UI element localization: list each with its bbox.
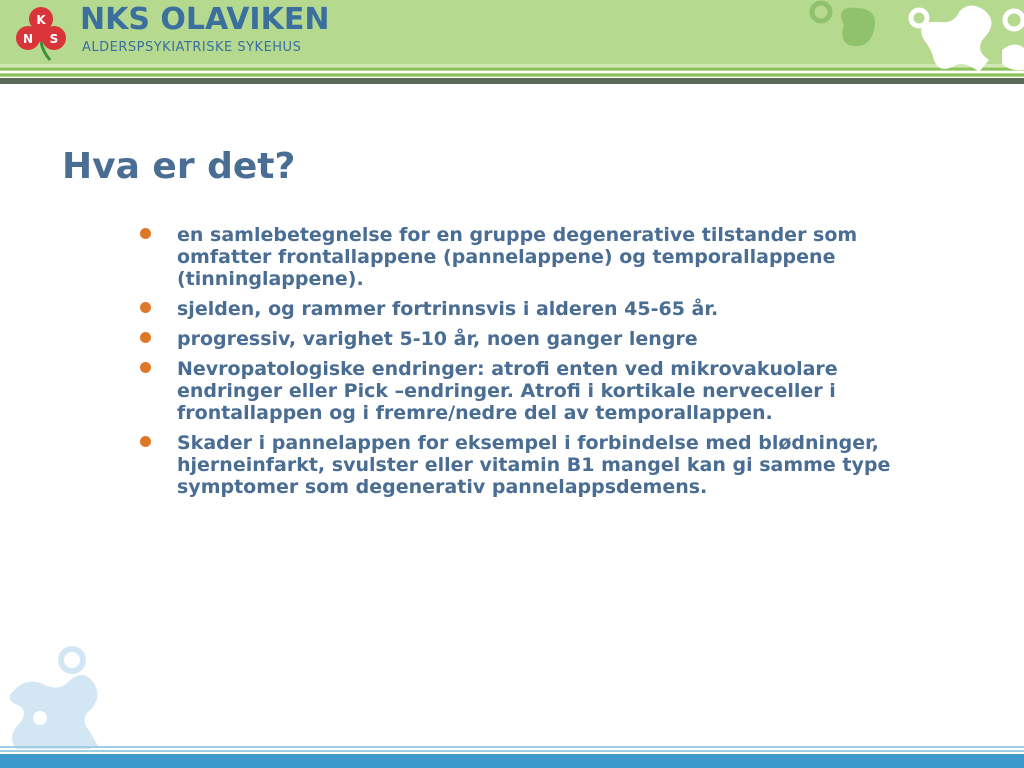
bullet-text: Skader i pannelappen for eksempel i forbindelse med blødninger, hjerneinfarkt, svulster eller vitamin B1 mangel kan gi samme type symptomer som degenerativ pannelappsdemens. (177, 432, 891, 498)
bullet-dot-icon (140, 302, 151, 313)
bullet-dot-icon (140, 332, 151, 343)
clover-logo-icon (12, 4, 70, 62)
slide-title: Hva er det? (62, 146, 296, 187)
logo-letter-k: K (36, 13, 46, 27)
bullet-item (138, 224, 938, 290)
bullet-item (138, 298, 938, 320)
footer-stripes (0, 746, 1024, 768)
bullet-text: sjelden, og rammer fortrinnsvis i alderen 45-65 år. (177, 298, 719, 320)
bullet-item (138, 432, 938, 498)
bullet-dot-icon (140, 436, 151, 447)
brand-subtitle: ALDERSPSYKIATRISKE SYKEHUS (82, 40, 302, 55)
bullet-text: en samlebetegnelse for en gruppe degenerative tilstander som omfatter frontallappene (pannelappene) og temporallappene (tinninglappene). (177, 224, 858, 290)
header-band (0, 0, 1024, 84)
bullet-item (138, 328, 938, 350)
bullet-text: Nevropatologiske endringer: atrofi enten ved mikrovakuolare endringer eller Pick –endringer. Atrofi i kortikale nerveceller i frontallappen og i fremre/nedre del av temporallappen. (177, 358, 838, 424)
bullet-dot-icon (140, 228, 151, 239)
footer-decoration (0, 640, 120, 752)
bullet-list (138, 224, 938, 506)
brand-name: NKS OLAVIKEN (80, 2, 330, 37)
bullet-item (138, 358, 938, 424)
bullet-dot-icon (140, 362, 151, 373)
logo-letter-n: N (22, 32, 34, 46)
header-decoration (774, 0, 1024, 84)
logo-letter-s: S (49, 32, 59, 46)
bullet-text: progressiv, varighet 5-10 år, noen ganger lengre (177, 328, 698, 350)
